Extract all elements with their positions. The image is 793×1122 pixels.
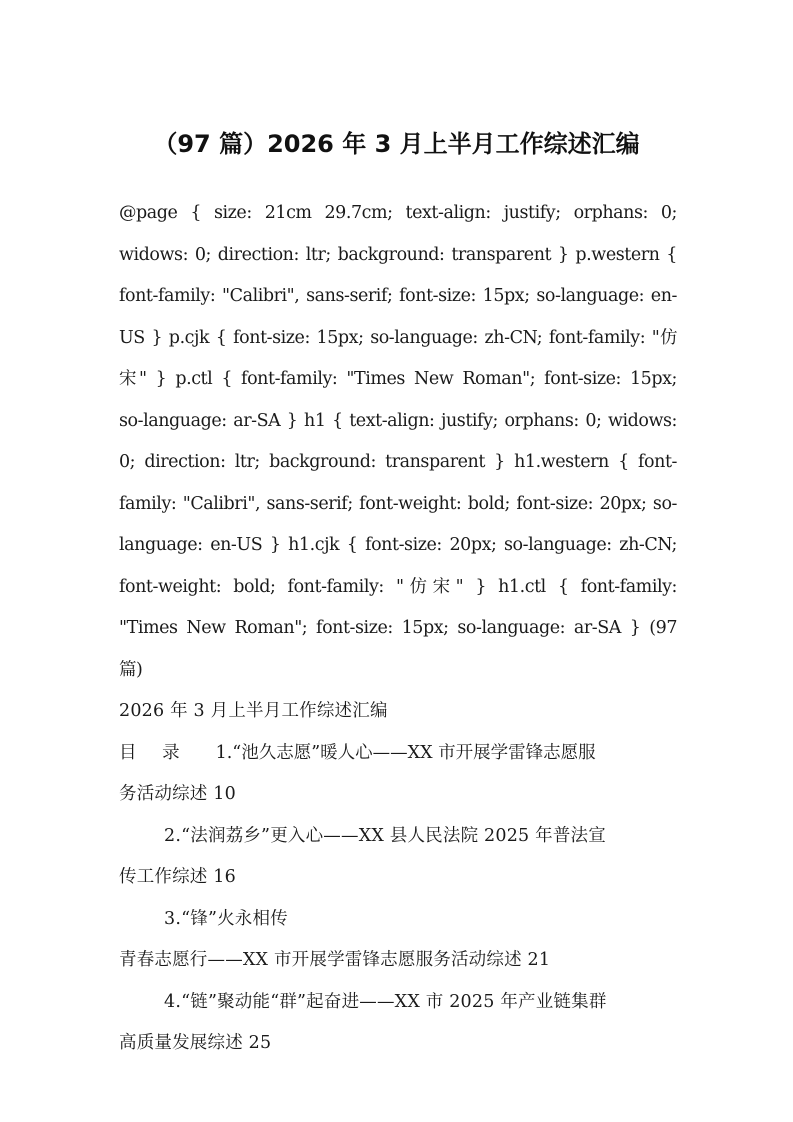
toc-item-2-line-2: 传工作综述 16 (119, 867, 236, 887)
toc-item-3-line-1: 3.“锋”火永相传 (164, 908, 288, 929)
toc-item-1-line-1: 1.“池久志愿”暖人心——XX 市开展学雷锋志愿服 (215, 742, 596, 763)
toc-item-4-line-2: 高质量发展综述 25 (119, 1033, 272, 1053)
document-title: （97 篇）2026 年 3 月上半月工作综述汇编 (153, 130, 640, 158)
toc-item-3-line-2: 青春志愿行——XX 市开展学雷锋志愿服务活动综述 21 (119, 950, 551, 970)
toc-item-1-line-2: 务活动综述 10 (119, 784, 236, 804)
toc-item-4-line-1: 4.“链”聚动能“群”起奋进——XX 市 2025 年产业链集群 (164, 991, 607, 1012)
repeat-title: 2026 年 3 月上半月工作综述汇编 (119, 701, 388, 721)
embedded-css-text: @page { size: 21cm 29.7cm; text-align: justify; orphans: 0; widows: 0; direction: ltr; background: transparent } p.western { font-family: "Calibri", sans-serif; font-size: 15px; so-language: en-US } p.cjk { font-size: 15px; so-language: zh-CN; font-family: "仿宋" } p.ctl { font-family: "Times New Roman"; font-size: 15px; so-language: ar-SA } h1 { text-align: justify; orphans: 0; widows: 0; direction: ltr; background: transparent } h1.western { font-family: "Calibri", sans-serif; font-weight: bold; font-size: 20px; so-language: en-US } h1.cjk { font-size: 20px; so-language: zh-CN; font-weight: bold; font-family: "仿宋" } h1.ctl { font-family: "Times New Roman"; font-size: 15px; so-language: ar-SA } (97 篇) (119, 203, 677, 680)
document-body (119, 193, 677, 1065)
toc-first-line (119, 733, 677, 775)
toc-label: 目 录 (119, 742, 190, 763)
toc-item-2-line-1: 2.“法润荔乡”更入心——XX 县人民法院 2025 年普法宣 (164, 825, 606, 846)
